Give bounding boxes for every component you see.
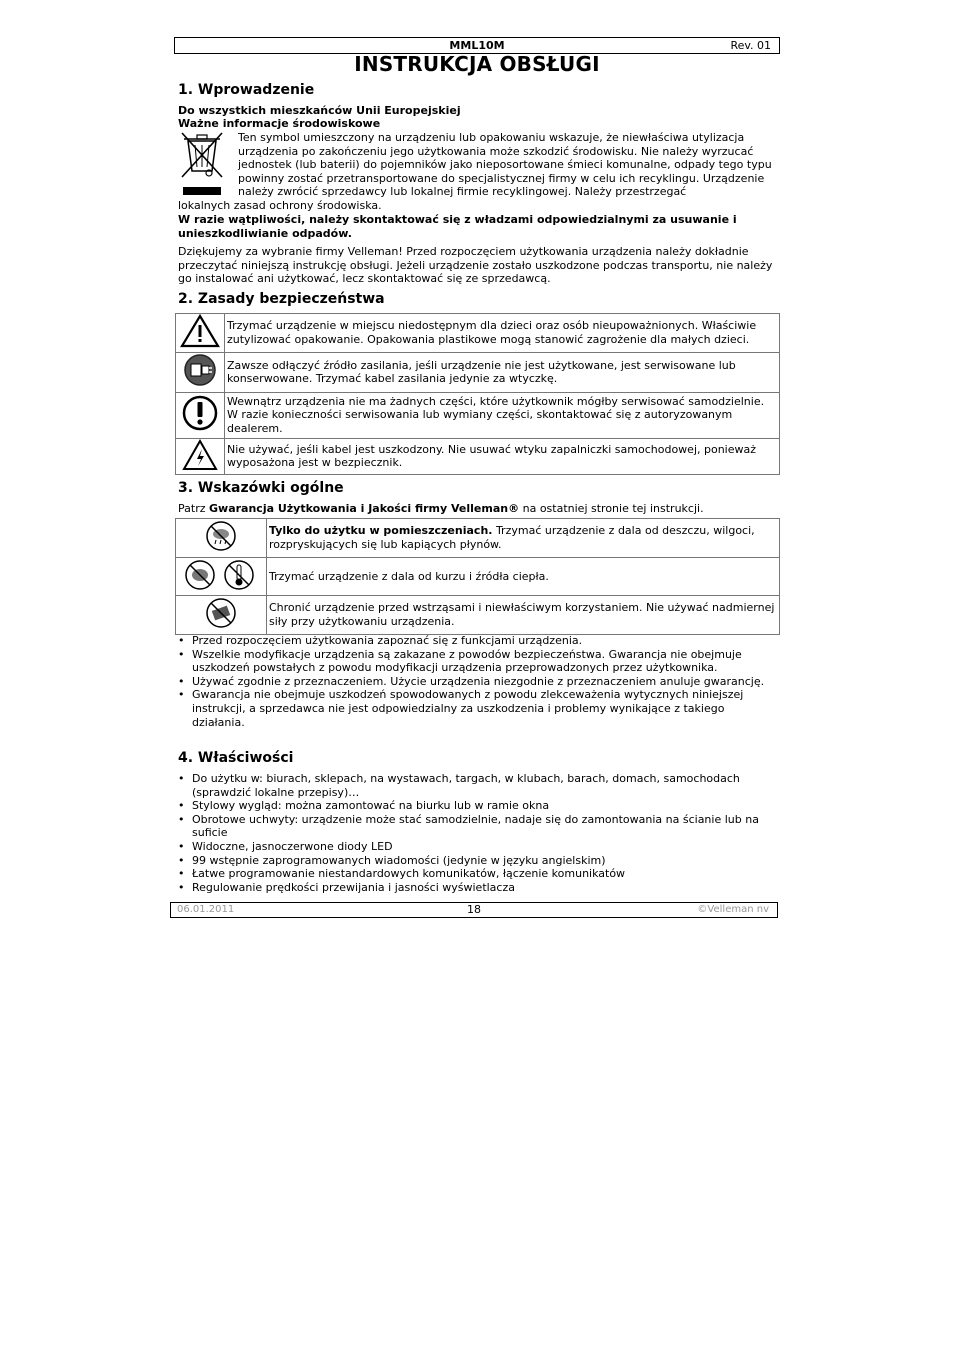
eu-line-2: Ważne informacje środowiskowe — [178, 117, 381, 130]
list-item-text: Gwarancja nie obejmuje uszkodzeń spowodowanych z powodu zlekceważenia wytycznych niniejszej instrukcji, a sprzedawca nie jest odpowiedzialny za uszkodzenia i problemy wynikające z takiego działania. — [192, 688, 744, 729]
footer-copyright: ©Velleman nv — [697, 904, 769, 915]
section-2-heading: 2. Zasady bezpieczeństwa — [178, 291, 385, 307]
list-item-text: Obrotowe uchwyty: urządzenie może stać samodzielnie, nadaje się do zamontowania na ścianie lub na suficie — [192, 812, 759, 840]
list-item — [178, 675, 778, 689]
guideline-plain: Trzymać urządzenie z dala od deszczu, wilgoci, rozpryskujących się lub kapiących płynów. — [269, 524, 755, 551]
guideline-row — [176, 557, 780, 596]
bullet: • — [178, 772, 185, 785]
guideline-text — [267, 519, 780, 558]
safety-text: Zawsze odłączyć źródło zasilania, jeśli urządzenie nie jest użytkowane, jest serwisowane lub konserwowane. Trzymać kabel zasilania jedynie za wtyczkę. — [225, 352, 780, 392]
section-4-heading: 4. Właściwości — [178, 750, 294, 766]
ref-pre: Patrz — [178, 502, 209, 515]
safety-text: Trzymać urządzenie w miejscu niedostępnym dla dzieci oraz osób nieupoważnionych. Właściwie zutylizować opakowanie. Opakowania plastikowe mogą stanowić zagrożenie dla małych dzieci. — [225, 314, 780, 353]
list-item — [178, 634, 778, 648]
list-item — [178, 688, 778, 729]
list-item — [178, 854, 778, 868]
ref-bold: Gwarancja Użytkowania i Jakości firmy Velleman® — [209, 502, 520, 515]
safety-table — [175, 313, 780, 475]
bullet: • — [178, 880, 185, 894]
exclamation-circle-icon — [176, 392, 225, 438]
guideline-bold: Tylko do użytku w pomieszczeniach. — [269, 524, 493, 538]
model-number: MML10M — [449, 39, 505, 52]
bullet: • — [178, 812, 185, 826]
footer-date: 06.01.2011 — [177, 904, 235, 915]
bullet: • — [178, 674, 185, 688]
page-number: 18 — [467, 903, 481, 916]
bullet: • — [178, 634, 185, 647]
warning-triangle-icon — [176, 314, 225, 353]
no-rain-icon — [176, 519, 267, 558]
list-item-text: Używać zgodnie z przeznaczeniem. Użycie urządzenia niezgodnie z przeznaczeniem anuluje gwarancję. — [192, 674, 765, 688]
section-3-heading: 3. Wskazówki ogólne — [178, 480, 344, 496]
recycle-text: Ten symbol umieszczony na urządzeniu lub opakowaniu wskazuje, że niewłaściwa utylizacja urządzenia po zakończeniu jego użytkowania może szkodzić środowisku. Nie należy wyrzucać jednostek (lub baterii) do pojemników jako nieposortowane śmieci komunalne, odpady tego typu powinny zostać przetransportowane do specjalistycznej firmy w celu ich recyklingu. Urządzenie należy zwrócić sprzedawcy lub lokalnej firmie recyklingowej. Należy przestrzegać — [238, 131, 772, 199]
list-item — [178, 813, 778, 840]
guidelines-table — [175, 518, 780, 635]
section-1-heading: 1. Wprowadzenie — [178, 82, 315, 98]
bullet: • — [178, 839, 185, 853]
safety-row — [176, 392, 780, 438]
list-item — [178, 881, 778, 895]
page-footer — [170, 902, 778, 918]
revision: Rev. 01 — [730, 39, 771, 52]
list-item — [178, 799, 778, 813]
safety-text: Nie używać, jeśli kabel jest uszkodzony. Nie usuwać wtyku zapalniczki samochodowej, ponieważ wyposażona jest w bezpiecznik. — [225, 438, 780, 475]
safety-row — [176, 314, 780, 353]
list-item — [178, 648, 778, 675]
weee-bin-icon — [180, 131, 224, 197]
list-item — [178, 772, 778, 799]
guideline-text: Trzymać urządzenie z dala od kurzu i źródła ciepła. — [267, 557, 780, 596]
list-item-text: Wszelkie modyfikacje urządzenia są zakazane z powodów bezpieczeństwa. Gwarancja nie obejmuje uszkodzeń powstałych z powodu modyfikacji urządzenia przeprowadzonych przez użytkownika. — [192, 647, 742, 675]
safety-text: Wewnątrz urządzenia nie ma żadnych części, które użytkownik mógłby serwisować samodzielnie. W razie konieczności serwisowania lub wymiany części, skontaktować się z autoryzowanym dealerem. — [225, 392, 780, 438]
safety-row — [176, 352, 780, 392]
list-item — [178, 867, 778, 881]
list-item-text: Do użytku w: biurach, sklepach, na wystawach, targach, w klubach, barach, domach, samochodach (sprawdzić lokalne przepisy)… — [192, 772, 740, 799]
list-item-text: Regulowanie prędkości przewijania i jasności wyświetlacza — [192, 880, 515, 894]
dust-and-heat-icons — [176, 557, 267, 596]
recycle-text-cont: lokalnych zasad ochrony środowiska. — [178, 199, 382, 212]
high-voltage-icon — [176, 438, 225, 475]
warranty-reference — [178, 502, 778, 516]
list-item-text: Łatwe programowanie niestandardowych komunikatów, łączenie komunikatów — [192, 867, 626, 881]
bullet: • — [178, 853, 185, 867]
no-shock-icon — [176, 596, 267, 635]
bullet: • — [178, 688, 185, 702]
features-list — [178, 772, 778, 894]
list-item-text: Stylowy wygląd: można zamontować na biurku lub w ramie okna — [192, 799, 550, 813]
page-title: INSTRUKCJA OBSŁUGI — [354, 52, 600, 76]
list-item-text: 99 wstępnie zaprogramowanych wiadomości (jedynie w języku angielskim) — [192, 853, 606, 867]
guideline-row — [176, 596, 780, 635]
bullet: • — [178, 647, 185, 661]
ref-post: na ostatniej stronie tej instrukcji. — [519, 502, 704, 515]
safety-row — [176, 438, 780, 475]
list-item-text: Widoczne, jasnoczerwone diody LED — [192, 839, 393, 853]
unplug-icon — [176, 352, 225, 392]
list-item — [178, 840, 778, 854]
guideline-row — [176, 519, 780, 558]
disposal-warning: W razie wątpliwości, należy skontaktować się z władzami odpowiedzialnymi za usuwanie i unieszkodliwianie odpadów. — [178, 213, 737, 240]
bullet: • — [178, 799, 185, 813]
guideline-text: Chronić urządzenie przed wstrząsami i niewłaściwym korzystaniem. Nie używać nadmiernej siły przy użytkowaniu urządzenia. — [267, 596, 780, 635]
list-item-text: Przed rozpoczęciem użytkowania zapoznać się z funkcjami urządzenia. — [192, 634, 583, 647]
bullet: • — [178, 867, 185, 881]
eu-line-1: Do wszystkich mieszkańców Unii Europejskiej — [178, 104, 461, 117]
general-guidelines-list — [178, 634, 778, 729]
thanks-paragraph: Dziękujemy za wybranie firmy Velleman! Przed rozpoczęciem użytkowania urządzenia należy dokładnie przeczytać niniejszą instrukcję obsługi. Jeżeli urządzenie zostało uszkodzone podczas transportu, nie należy go instalować ani użytkować, lecz skontaktować się ze sprzedawcą. — [178, 245, 773, 286]
